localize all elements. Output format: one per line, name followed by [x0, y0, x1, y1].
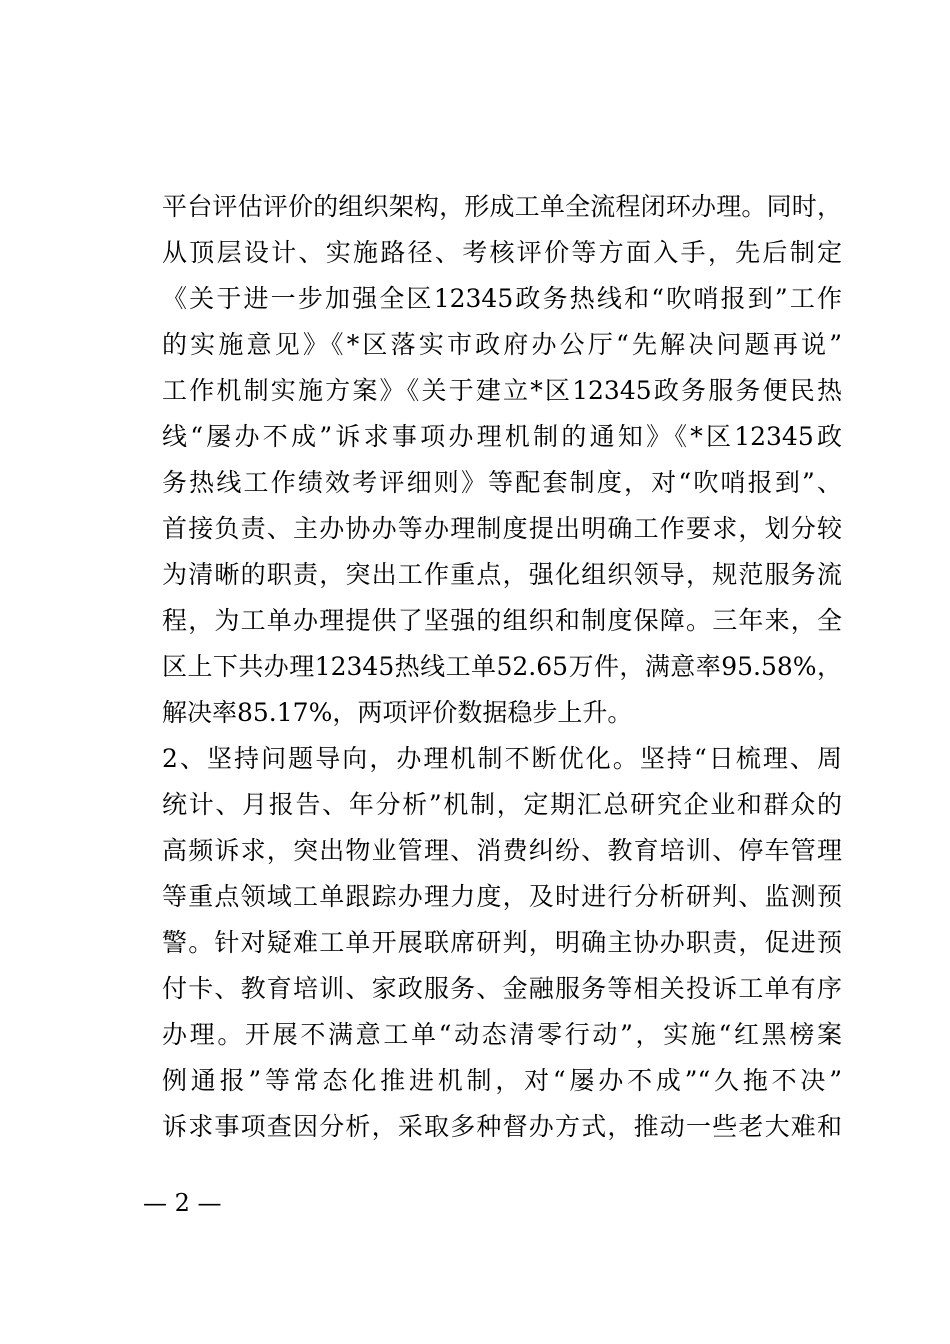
- body-text-line: 解决率85.17%，两项评价数据稳步上升。: [162, 698, 633, 727]
- body-text-line: 务热线工作绩效考评细则》等配套制度，对“吹哨报到”、: [162, 468, 842, 497]
- body-text-line: 线“屡办不成”诉求事项办理机制的通知》《*区12345政: [162, 422, 842, 451]
- section-heading-line: 2、坚持问题导向，办理机制不断优化。坚持“日梳理、周: [162, 744, 842, 773]
- body-text-line: 平台评估评价的组织架构，形成工单全流程闭环办理。同时，: [162, 192, 842, 221]
- body-text-line: 从顶层设计、实施路径、考核评价等方面入手，先后制定: [162, 238, 842, 267]
- body-text-line: 为清晰的职责，突出工作重点，强化组织领导，规范服务流: [162, 560, 842, 589]
- body-text-line: 付卡、教育培训、家政服务、金融服务等相关投诉工单有序: [162, 974, 842, 1003]
- body-text-line: 等重点领域工单跟踪办理力度，及时进行分析研判、监测预: [162, 882, 842, 911]
- body-text-line: 诉求事项查因分析，采取多种督办方式，推动一些老大难和: [162, 1112, 842, 1141]
- body-text-line: 《关于进一步加强全区12345政务热线和“吹哨报到”工作: [162, 284, 842, 313]
- body-text-line: 警。针对疑难工单开展联席研判，明确主协办职责，促进预: [162, 928, 842, 957]
- body-text-line: 高频诉求，突出物业管理、消费纠纷、教育培训、停车管理: [162, 836, 842, 865]
- body-text-line: 例通报”等常态化推进机制，对“屡办不成”“久拖不决”: [162, 1066, 842, 1095]
- body-text-line: 工作机制实施方案》《关于建立*区12345政务服务便民热: [162, 376, 842, 405]
- body-text-line: 区上下共办理12345热线工单52.65万件，满意率95.58%，: [162, 652, 842, 681]
- body-text-line: 的实施意见》《*区落实市政府办公厅“先解决问题再说”: [162, 330, 842, 359]
- page-number: — 2 —: [143, 1189, 222, 1217]
- body-text-line: 办理。开展不满意工单“动态清零行动”，实施“红黑榜案: [162, 1020, 842, 1049]
- body-text-line: 统计、月报告、年分析”机制，定期汇总研究企业和群众的: [162, 790, 842, 819]
- body-text-line: 程，为工单办理提供了坚强的组织和制度保障。三年来，全: [162, 606, 842, 635]
- body-text-line: 首接负责、主办协办等办理制度提出明确工作要求，划分较: [162, 514, 842, 543]
